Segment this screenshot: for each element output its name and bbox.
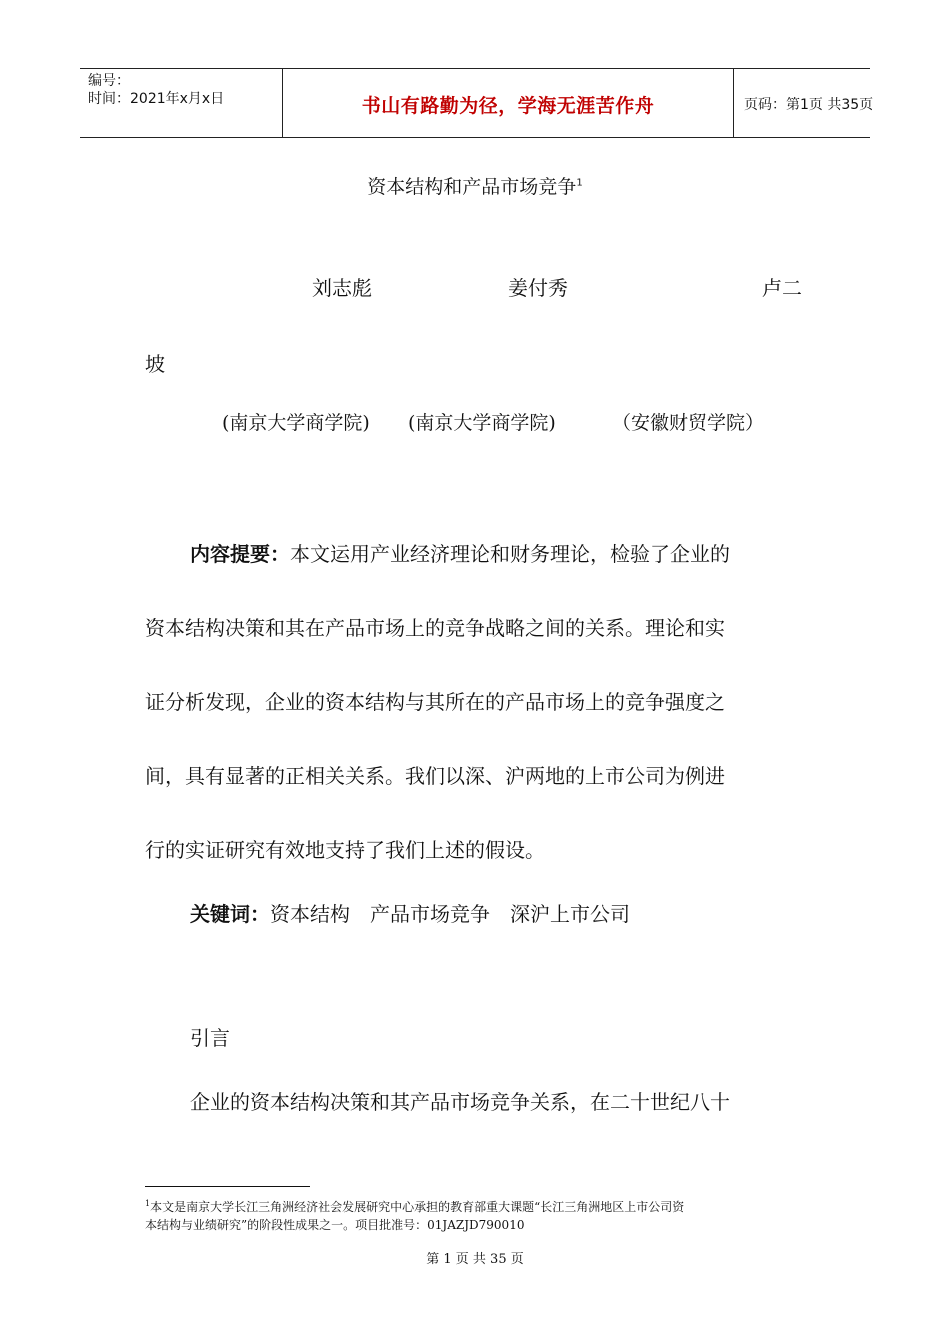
footnote-text-1: 本文是南京大学长江三角洲经济社会发展研究中心承担的教育部重大课题“长江三角洲地区上市公司资 — [150, 1200, 685, 1214]
author-1: 刘志彪 — [312, 276, 372, 300]
header-meta-cell — [80, 69, 282, 137]
abstract-line-5: 行的实证研究有效地支持了我们上述的假设。 — [145, 838, 545, 862]
header-page-cell — [734, 69, 874, 137]
author-3: 卢二 — [762, 276, 802, 300]
author-3-continued: 坡 — [145, 352, 165, 376]
institution-1: (南京大学商学院) — [222, 412, 370, 434]
footnote-line-2: 本结构与业绩研究”的阶段性成果之一。项目批准号：01JAZJD790010 — [145, 1218, 525, 1232]
author-2: 姜付秀 — [508, 276, 568, 300]
abstract-line-4: 间，具有显著的正相关关系。我们以深、沪两地的上市公司为例进 — [145, 764, 725, 788]
abstract-line-1 — [190, 538, 805, 567]
paper-title-text: 资本结构和产品市场竞争 — [367, 176, 577, 198]
header-motto-cell — [282, 69, 734, 137]
footnote — [145, 1195, 815, 1234]
paper-title — [0, 172, 950, 199]
keywords — [190, 898, 805, 927]
institution-3: （安徽财贸学院） — [612, 412, 765, 434]
keywords-label: 关键词： — [190, 902, 270, 926]
abstract-text-1: 本文运用产业经济理论和财务理论，检验了企业的 — [290, 542, 730, 566]
section-heading: 引言 — [190, 1026, 230, 1050]
footnote-marker: 1 — [145, 1199, 151, 1208]
abstract-line-2: 资本结构决策和其在产品市场上的竞争战略之间的关系。理论和实 — [145, 616, 725, 640]
page-footer: 第 1 页 共 35 页 — [426, 1252, 524, 1267]
footnote-line-1 — [145, 1195, 815, 1216]
footnote-separator — [145, 1186, 310, 1187]
institution-2: (南京大学商学院) — [408, 412, 556, 434]
header-page-info: 页码：第1页 共35页 — [744, 97, 874, 113]
abstract-label: 内容提要： — [190, 542, 290, 566]
header-motto: 书山有路勤为径，学海无涯苦作舟 — [361, 95, 655, 117]
title-footnote-marker: 1 — [576, 177, 583, 189]
document-number-label: 编号： — [88, 73, 130, 89]
document-header — [80, 68, 874, 138]
keywords-list: 资本结构 产品市场竞争 深沪上市公司 — [270, 902, 630, 926]
body-paragraph-line: 企业的资本结构决策和其产品市场竞争关系，在二十世纪八十 — [190, 1090, 730, 1114]
document-date: 时间：2021年x月x日 — [88, 91, 225, 107]
abstract-line-3: 证分析发现，企业的资本结构与其所在的产品市场上的竞争强度之 — [145, 690, 725, 714]
